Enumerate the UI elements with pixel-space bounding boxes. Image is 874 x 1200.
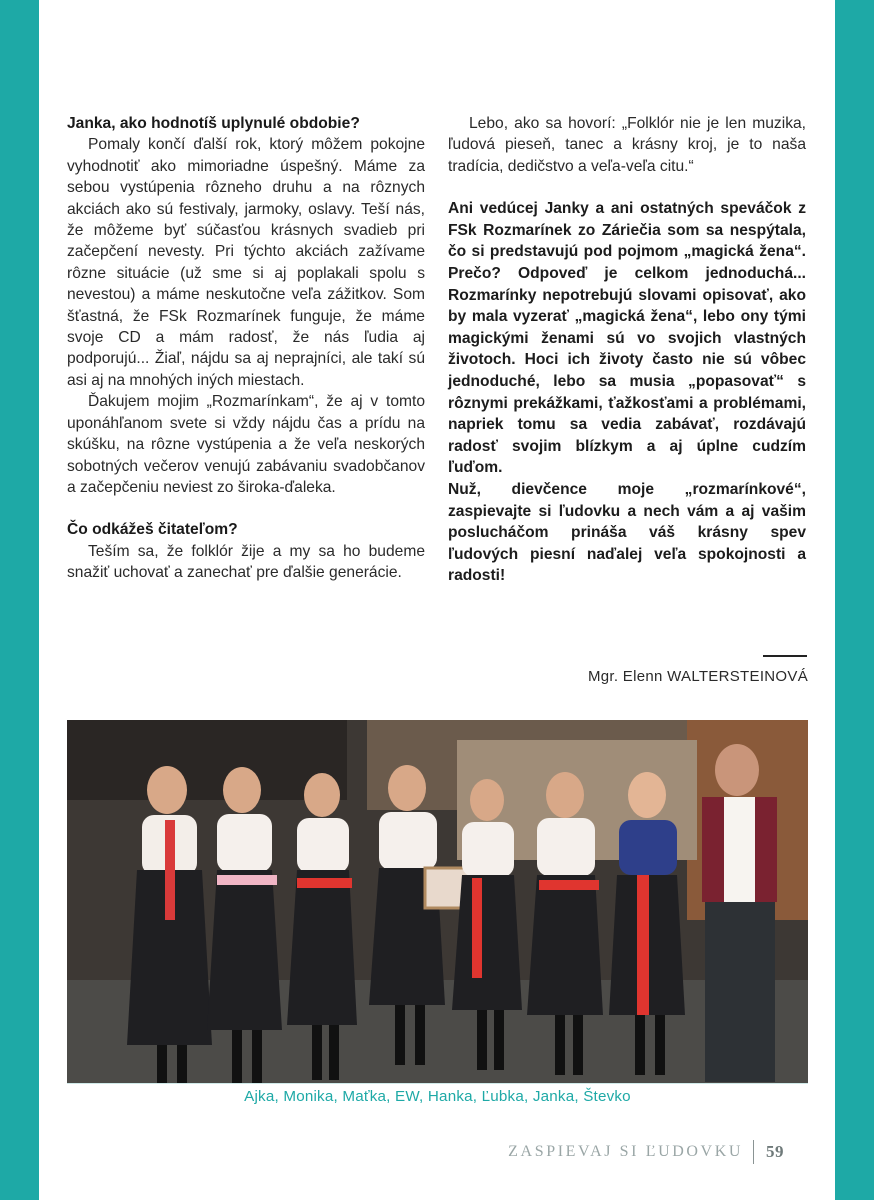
question-heading-1: Janka, ako hodnotíš uplynulé obdobie? — [67, 115, 360, 132]
question-heading-2: Čo odkážeš čitateľom? — [67, 521, 238, 539]
bold-paragraph-2: Nuž, dievčence moje „rozmarínkové“, zaspievajte si ľudovku a nech vám a aj vašim poslucháčom prináša váš krásny spev ľudových piesní naďalej veľa spokojnosti a radosti! — [448, 480, 806, 585]
magazine-page — [39, 0, 835, 1200]
quote-paragraph: Lebo, ako sa hovorí: „Folklór nie je len muzika, ľudová pieseň, tanec a krásny kroj, je to naša tradícia, dedičstvo a veľa-veľa citu.“ — [448, 115, 806, 175]
left-column — [67, 113, 425, 584]
right-column — [448, 113, 806, 587]
bold-commentary — [448, 198, 806, 587]
photo-caption: Ajka, Monika, Maťka, EW, Hanka, Ľubka, Janka, Števko — [244, 1088, 631, 1105]
answer-paragraph-3: Teším sa, že folklór žije a my sa ho budeme snažiť uchovať a zanechať pre ďalšie generácie. — [67, 542, 425, 582]
answer-paragraph-2: Ďakujem mojim „Rozmarínkam“, že aj v tomto uponáhľanom svete si vždy nájdu čas a prídu na skúšku, na rôzne vystúpenia a že veľa neskorých sobotných večerov venujú zabávaniu svadobčanov a začepčeniu neviest zo široka-ďaleka. — [67, 393, 425, 496]
group-photo — [67, 720, 808, 1083]
footer-title: ZASPIEVAJ SI ĽUDOVKU — [508, 1143, 743, 1160]
page-number: 59 — [766, 1142, 784, 1161]
page-footer — [508, 1140, 784, 1164]
signature-rule — [763, 655, 807, 657]
answer-paragraph-1: Pomaly končí ďalší rok, ktorý môžem pokojne vyhodnotiť ako mimoriadne úspešný. Máme za sebou vystúpenia rôzneho druhu a na rôznych akciách ako sú festivaly, jarmoky, oslavy. Teší nás, že môžeme byť súčasťou krásnych svadieb pri začepčení nevesty. Pri týchto akciách zažívame rôzne situácie (už sme si aj poplakali spolu s nevestou) a máme neskutočne veľa zážitkov. Som šťastná, že FSk Rozmarínek funguje, že máme svoje CD a mám radosť, že nás ľudia aj podporujú... Žiaľ, nájdu sa aj neprajníci, ale takí sú asi aj na mnohých iných miestach. — [67, 136, 425, 389]
group-photo-illustration — [67, 720, 808, 1083]
footer-separator — [753, 1140, 754, 1164]
author-signature: Mgr. Elenn WALTERSTEINOVÁ — [587, 668, 808, 685]
bold-paragraph-1: Ani vedúcej Janky a ani ostatných speváčok z FSk Rozmarínek zo Záriečia som sa nespýtala, čo si predstavujú pod pojmom „magická žena“. Prečo? Odpoveď je celkom jednoduchá... Rozmarínky nepotrebujú slovami opisovať, ako by mala vyzerať „magická žena“, lebo ony tými magickými ženami sú vo svojich vlastných životoch. Hoci ich životy často nie sú vôbec jednoduché, lebo sa musia „popasovať“ s rôznymi prekážkami, ťažkosťami a problémami, napriek tomu sa vedia zabávať, rozdávajú radosť svojim blízkym a aj úplne cudzím ľuďom. — [448, 200, 806, 477]
